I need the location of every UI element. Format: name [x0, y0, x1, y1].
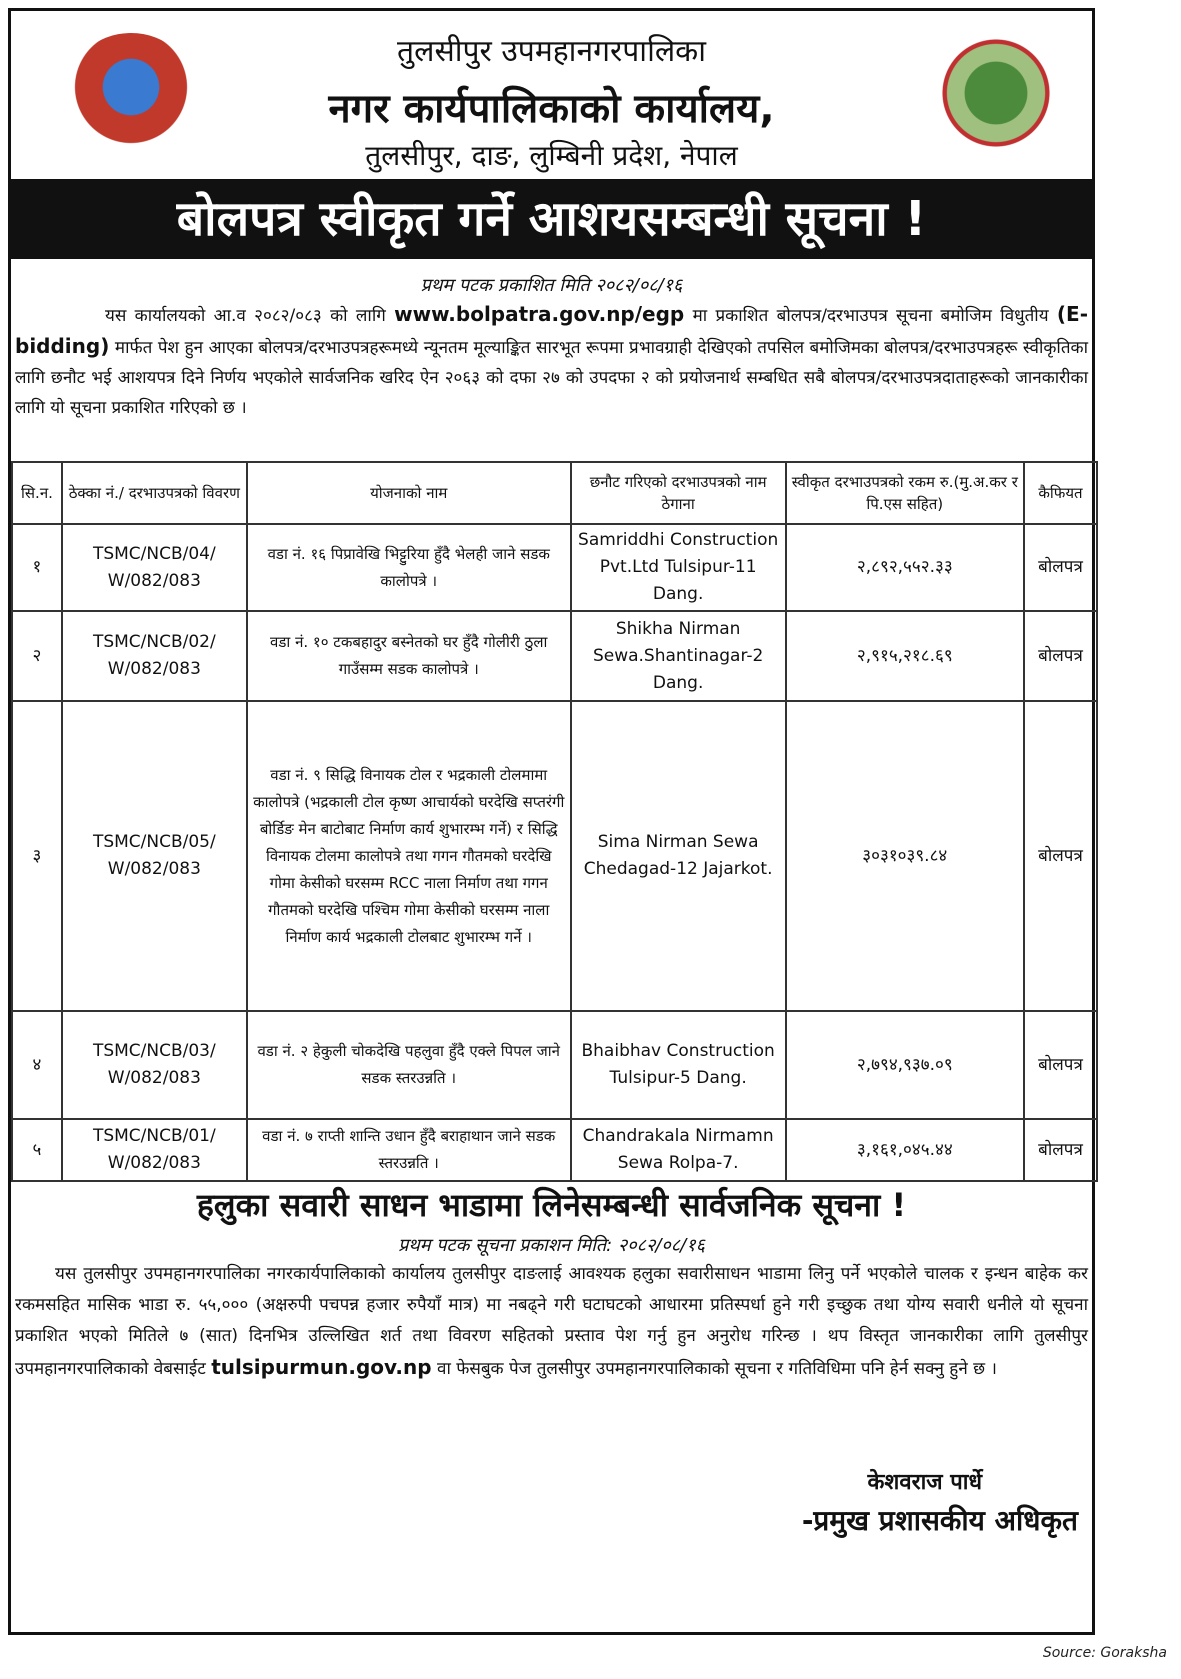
cell-amount: ३,१६१,०४५.४४ [786, 1119, 1024, 1181]
cell-sn: १ [12, 524, 62, 611]
table-row [12, 524, 1097, 611]
cell-contract-no: TSMC/NCB/03/ W/082/083 [62, 1011, 247, 1119]
cell-contractor: Chandrakala Nirmamn Sewa Rolpa-7. [571, 1119, 786, 1181]
office-address: तुलसीपुर, दाङ, लुम्बिनी प्रदेश, नेपाल [365, 139, 738, 172]
notice-frame [8, 8, 1095, 1635]
vehicle-notice-paragraph [11, 1259, 1092, 1385]
cell-contract-no: TSMC/NCB/01/ W/082/083 [62, 1119, 247, 1181]
cell-amount: ३०३१०३९.८४ [786, 701, 1024, 1011]
table-row [12, 1011, 1097, 1119]
header-contractor: छनौट गरिएको दरभाउपत्रको नाम ठेगाना [571, 462, 786, 524]
cell-remarks: बोलपत्र [1024, 1119, 1097, 1181]
municipality-url[interactable]: tulsipurmun.gov.np [211, 1355, 432, 1379]
cell-contract-no: TSMC/NCB/02/ W/082/083 [62, 611, 247, 701]
cell-project-name: वडा नं. ९ सिद्धि विनायक टोल र भद्रकाली टोलमामा कालोपत्रे (भद्रकाली टोल कृष्ण आचार्यको घरदेखि सप्तरंगी बोर्डिङ मेन बाटोबाट निर्माण कार्य शुभारम्भ गर्ने) र सिद्धि विनायक टोलमा कालोपत्रे तथा गगन गौतमको घरदेखि गोमा केसीको घरसम्म RCC नाला निर्माण तथा गगन गौतमको घरदेखि पश्चिम गोमा केसीको घरसम्म नाला निर्माण कार्य भद्रकाली टोलबाट शुभारम्भ गर्ने । [247, 701, 571, 1011]
notice-paragraph [11, 299, 1092, 423]
header-contract-no: ठेक्का नं./ दरभाउपत्रको विवरण [62, 462, 247, 524]
cell-amount: २,९१५,२१८.६९ [786, 611, 1024, 701]
signatory-designation: -प्रमुख प्रशासकीय अधिकृत [801, 1504, 1078, 1537]
cell-remarks: बोलपत्र [1024, 524, 1097, 611]
office-name: नगर कार्यपालिकाको कार्यालय, [328, 86, 775, 132]
para-text: यस कार्यालयको आ.व २०८२/०८३ को लागि [105, 306, 395, 326]
table-row [12, 611, 1097, 701]
cell-sn: ५ [12, 1119, 62, 1181]
notice-title-banner: बोलपत्र स्वीकृत गर्ने आशयसम्बन्धी सूचना ! [11, 179, 1092, 259]
cell-project-name: वडा नं. २ हेकुली चोकदेखि पहलुवा हुँदै एक्ले पिपल जाने सडक स्तरउन्नति । [247, 1011, 571, 1119]
cell-sn: ३ [12, 701, 62, 1011]
vehicle-notice-title: हलुका सवारी साधन भाडामा लिनेसम्बन्धी सार्वजनिक सूचना ! [196, 1186, 907, 1224]
header-amount: स्वीकृत दरभाउपत्रको रकम रु.(मु.अ.कर र पि.एस सहित) [786, 462, 1024, 524]
header-remarks: कैफियत [1024, 462, 1097, 524]
bolpatra-url[interactable]: www.bolpatra.gov.np/egp [394, 302, 685, 326]
para-text: मार्फत पेश हुन आएका बोलपत्र/दरभाउपत्रहरूमध्ये न्यूनतम मूल्याङ्कित सारभूत रूपमा प्रभावग्राही देखिएको तपसिल बमोजिमका बोलपत्र/दरभाउपत्रहरू स्वीकृतिका लागि छनौट भई आशयपत्र दिने निर्णय भएकोले सार्वजनिक खरिद ऐन २०६३ को दफा २७ को उपदफा २ को प्रयोजनार्थ सम्बधित सबै बोलपत्र/दरभाउपत्रदाताहरूको जानकारीका लागि यो सूचना प्रकाशित गरिएको छ । [15, 338, 1088, 418]
publish-date: प्रथम पटक प्रकाशित मिति २०८२/०८/१६ [420, 275, 683, 296]
cell-contractor: Samriddhi Construction Pvt.Ltd Tulsipur-11 Dang. [571, 524, 786, 611]
cell-contractor: Sima Nirman Sewa Chedagad-12 Jajarkot. [571, 701, 786, 1011]
cell-remarks: बोलपत्र [1024, 1011, 1097, 1119]
office-header [11, 11, 1092, 176]
cell-contractor: Shikha Nirman Sewa.Shantinagar-2 Dang. [571, 611, 786, 701]
header-sn: सि.न. [12, 462, 62, 524]
vehicle-notice-date: प्रथम पटक सूचना प्रकाशन मिति: २०८२/०८/१६ [398, 1235, 705, 1256]
signatory-name: केशवराज पार्धे [867, 1470, 982, 1495]
cell-remarks: बोलपत्र [1024, 701, 1097, 1011]
cell-contract-no: TSMC/NCB/05/ W/082/083 [62, 701, 247, 1011]
para-text: वा फेसबुक पेज तुलसीपुर उपमहानगरपालिकाको सूचना र गतिविधिमा पनि हेर्न सक्नु हुने छ । [431, 1359, 997, 1379]
source-credit: Source: Goraksha [1042, 1645, 1167, 1661]
cell-remarks: बोलपत्र [1024, 611, 1097, 701]
municipality-name: तुलसीपुर उपमहानगरपालिका [397, 34, 706, 69]
table-header-row [12, 462, 1097, 524]
cell-project-name: वडा नं. १६ पिप्रावेखि भिट्टुरिया हुँदै भेलही जाने सडक कालोपत्रे । [247, 524, 571, 611]
cell-contractor: Bhaibhav Construction Tulsipur-5 Dang. [571, 1011, 786, 1119]
bid-table [11, 461, 1098, 1182]
cell-amount: २,७९४,९३७.०९ [786, 1011, 1024, 1119]
para-text: यस तुलसीपुर उपमहानगरपालिका नगरकार्यपालिकाको कार्यालय तुलसीपुर दाङलाई आवश्यक हलुका सवारीसाधन भाडामा लिनु पर्ने भएकोले चालक र इन्धन बाहेक कर रकमसहित मासिक भाडा रु. ५५,००० (अक्षरुपी पचपन्न हजार रुपैयाँ मात्र) मा नबढ्ने गरी घटाघटको आधारमा प्रतिस्पर्धा हुने गरी इच्छुक तथा योग्य सवारी धनीले यो सूचना प्रकाशित भएको मितिले ७ (सात) दिनभित्र उल्लिखित शर्त तथा विवरण सहितको प्रस्ताव पेश गर्नु हुन अनुरोध गरिन्छ । थप विस्तृत जानकारीका लागि तुलसीपुर उपमहानगरपालिकाको वेबसाईट [15, 1264, 1088, 1379]
para-text: मा प्रकाशित बोलपत्र/दरभाउपत्र सूचना बमोजिम विधुतीय [684, 306, 1057, 326]
cell-amount: २,८९२,५५२.३३ [786, 524, 1024, 611]
cell-contract-no: TSMC/NCB/04/ W/082/083 [62, 524, 247, 611]
cell-project-name: वडा नं. १० टकबहादुर बस्नेतको घर हुँदै गोलीरी ठुला गाउँसम्म सडक कालोपत्रे । [247, 611, 571, 701]
table-row [12, 1119, 1097, 1181]
cell-sn: ४ [12, 1011, 62, 1119]
header-project-name: योजनाको नाम [247, 462, 571, 524]
ebidding-text: (E-bidding) [15, 302, 1089, 358]
cell-sn: २ [12, 611, 62, 701]
cell-project-name: वडा नं. ७ राप्ती शान्ति उधान हुँदै बराहाथान जाने सडक स्तरउन्नति । [247, 1119, 571, 1181]
table-row [12, 701, 1097, 1011]
